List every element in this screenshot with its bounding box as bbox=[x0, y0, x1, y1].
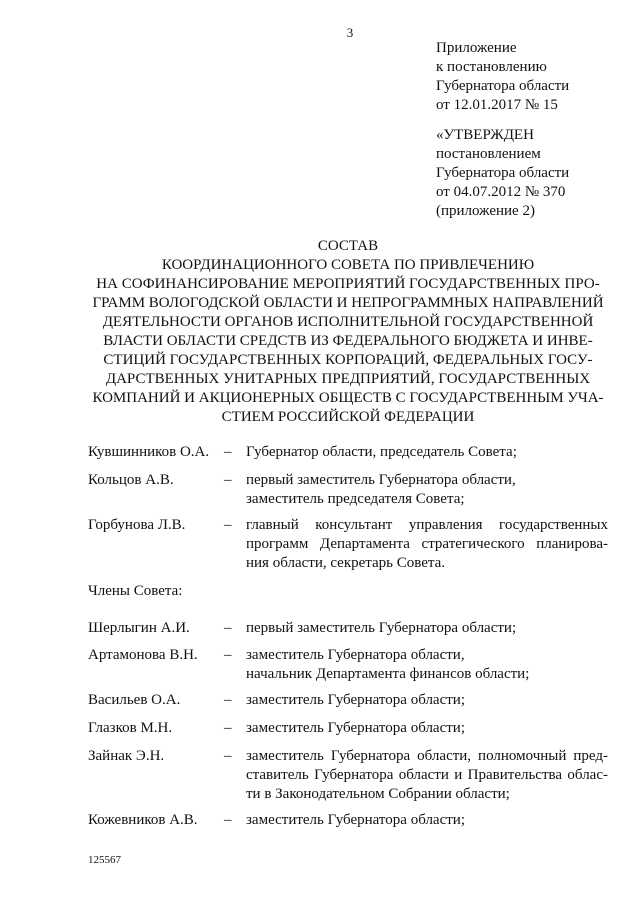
member-name: Кувшинников О.А. bbox=[88, 444, 210, 460]
role-line: программ Департамента стратегического планирова- bbox=[246, 536, 608, 552]
title-line: ГРАММ ВОЛОГОДСКОЙ ОБЛАСТИ И НЕПРОГРАММНЫХ НАПРАВЛЕНИЙ bbox=[92, 295, 604, 311]
member-role bbox=[246, 719, 608, 738]
role-line: ставитель Губернатора области и Правительства облас- bbox=[246, 767, 608, 783]
role-line: заместитель Губернатора области, bbox=[246, 647, 465, 663]
dash-separator: – bbox=[224, 444, 232, 460]
members-heading: Члены Совета: bbox=[88, 583, 183, 599]
member-role bbox=[246, 811, 608, 830]
appendix-line: к постановлению bbox=[436, 59, 547, 75]
title-line: СОСТАВ bbox=[317, 238, 379, 254]
role-line: ния области, секретарь Совета. bbox=[246, 555, 446, 571]
member-name: Кольцов А.В. bbox=[88, 472, 174, 488]
appendix-block bbox=[436, 39, 636, 115]
member-name: Артамонова В.Н. bbox=[88, 647, 198, 663]
title-line: КООРДИНАЦИОННОГО СОВЕТА ПО ПРИВЛЕЧЕНИЮ bbox=[161, 257, 535, 273]
role-line: заместитель Губернатора области; bbox=[246, 692, 466, 708]
approved-line: постановлением bbox=[436, 146, 541, 162]
member-role bbox=[246, 619, 608, 638]
member-role bbox=[246, 691, 608, 710]
role-line: заместитель Губернатора области, полномочный пред- bbox=[246, 748, 608, 764]
document-title bbox=[88, 237, 608, 427]
appendix-line: от 12.01.2017 № 15 bbox=[436, 97, 558, 113]
member-role bbox=[246, 516, 608, 573]
member-name: Шерлыгин А.И. bbox=[88, 620, 190, 636]
title-line: ВЛАСТИ ОБЛАСТИ СРЕДСТВ ИЗ ФЕДЕРАЛЬНОГО БЮДЖЕТА И ИНВЕ- bbox=[103, 333, 593, 349]
dash-separator: – bbox=[224, 647, 232, 663]
title-line: КОМПАНИЙ И АКЦИОНЕРНЫХ ОБЩЕСТВ С ГОСУДАРСТВЕННЫМ УЧА- bbox=[92, 390, 604, 406]
appendix-line: Губернатора области bbox=[436, 78, 570, 94]
approved-block bbox=[436, 126, 636, 221]
approved-line: Губернатора области bbox=[436, 165, 570, 181]
member-name: Кожевников А.В. bbox=[88, 812, 198, 828]
member-role bbox=[246, 646, 608, 684]
role-line: Губернатор области, председатель Совета; bbox=[246, 444, 517, 460]
dash-separator: – bbox=[224, 517, 232, 533]
role-line: главный консультант управления государственных bbox=[246, 517, 608, 533]
dash-separator: – bbox=[224, 748, 232, 764]
title-line: ДЕЯТЕЛЬНОСТИ ОРГАНОВ ИСПОЛНИТЕЛЬНОЙ ГОСУДАРСТВЕННОЙ bbox=[102, 314, 594, 330]
title-line: НА СОФИНАНСИРОВАНИЕ МЕРОПРИЯТИЙ ГОСУДАРСТВЕННЫХ ПРО- bbox=[96, 276, 600, 292]
dash-separator: – bbox=[224, 812, 232, 828]
approved-line: (приложение 2) bbox=[436, 203, 535, 219]
title-line: СТИЦИЙ ГОСУДАРСТВЕННЫХ КОРПОРАЦИЙ, ФЕДЕРАЛЬНЫХ ГОСУ- bbox=[103, 352, 593, 368]
member-name: Горбунова Л.В. bbox=[88, 517, 186, 533]
member-name: Васильев О.А. bbox=[88, 692, 181, 708]
approved-line: «УТВЕРЖДЕН bbox=[436, 127, 534, 143]
member-name: Глазков М.Н. bbox=[88, 720, 173, 736]
member-name: Зайнак Э.Н. bbox=[88, 748, 165, 764]
document-code: 125567 bbox=[88, 854, 121, 866]
page-number: 3 bbox=[346, 25, 354, 40]
role-line: заместитель председателя Совета; bbox=[246, 491, 465, 507]
role-line: заместитель Губернатора области; bbox=[246, 812, 466, 828]
member-role bbox=[246, 443, 608, 462]
approved-line: от 04.07.2012 № 370 bbox=[436, 184, 566, 200]
role-line: начальник Департамента финансов области; bbox=[246, 666, 530, 682]
title-line: СТИЕМ РОССИЙСКОЙ ФЕДЕРАЦИИ bbox=[221, 409, 475, 425]
role-line: ти в Законодательном Собрании области; bbox=[246, 786, 510, 802]
dash-separator: – bbox=[224, 692, 232, 708]
role-line: первый заместитель Губернатора области; bbox=[246, 620, 517, 636]
role-line: заместитель Губернатора области; bbox=[246, 720, 466, 736]
dash-separator: – bbox=[224, 620, 232, 636]
member-role bbox=[246, 747, 608, 804]
member-role bbox=[246, 471, 608, 509]
role-line: первый заместитель Губернатора области, bbox=[246, 472, 516, 488]
dash-separator: – bbox=[224, 472, 232, 488]
title-line: ДАРСТВЕННЫХ УНИТАРНЫХ ПРЕДПРИЯТИЙ, ГОСУДАРСТВЕННЫХ bbox=[105, 371, 591, 387]
appendix-line: Приложение bbox=[436, 40, 517, 56]
dash-separator: – bbox=[224, 720, 232, 736]
